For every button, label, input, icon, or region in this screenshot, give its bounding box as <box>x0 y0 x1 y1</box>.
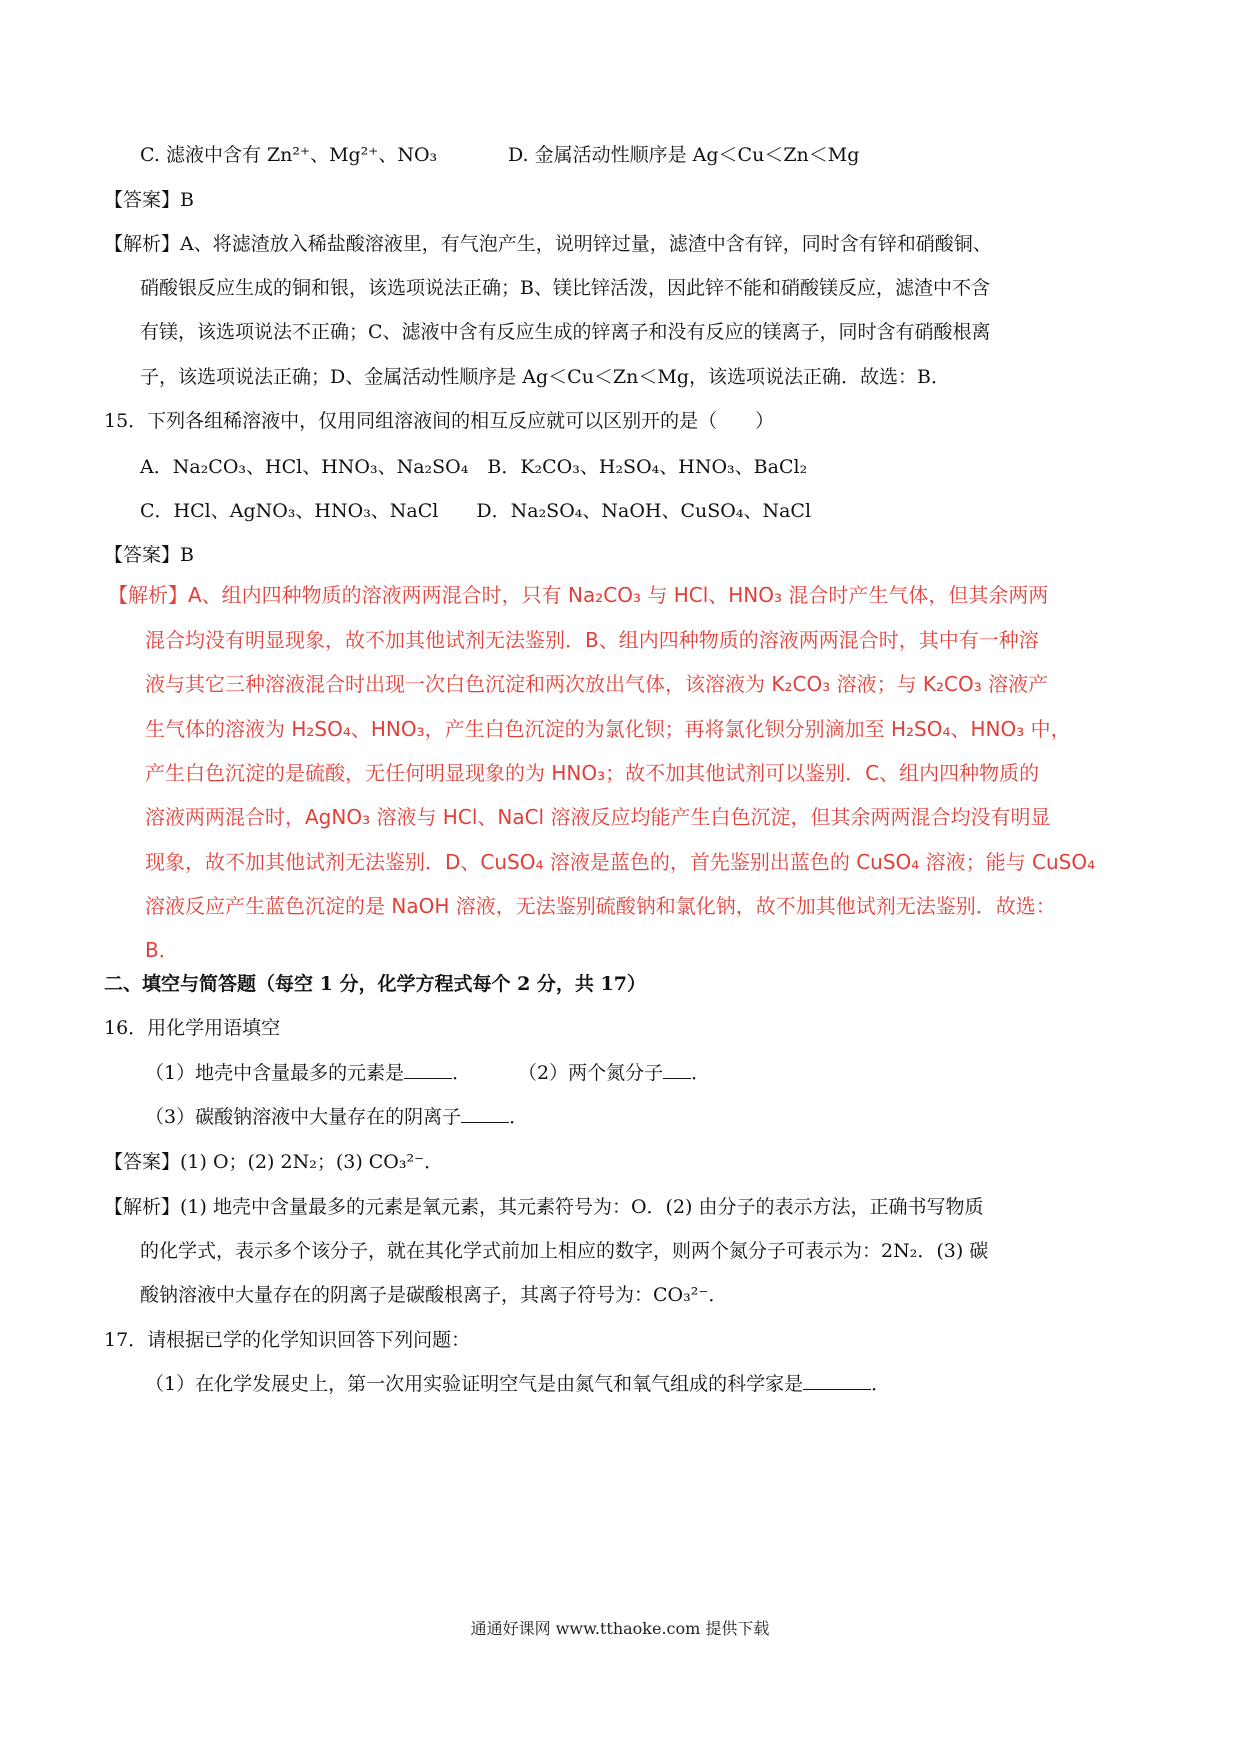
q15-explanation-line-1: 【解析】A、组内四种物质的溶液两两混合时，只有 Na₂CO₃ 与 HCl、HNO₃ 混合时产生气体，但其余两两 <box>108 583 1049 607</box>
q16-part-3-text: （3）碳酸钠溶液中大量存在的阴离子 <box>145 1106 462 1128</box>
q17-stem: 17．请根据已学的化学知识回答下列问题： <box>104 1329 471 1351</box>
q15-explanation-line-6: 溶液两两混合时，AgNO₃ 溶液与 HCl、NaCl 溶液反应均能产生白色沉淀，但其余两两混合均没有明显 <box>145 805 1051 829</box>
q16-explanation-line-3: 酸钠溶液中大量存在的阴离子是碳酸根离子，其离子符号为：CO₃²⁻． <box>140 1284 728 1306</box>
q16-blank-1[interactable] <box>404 1060 452 1079</box>
q16-answer: 【答案】(1) O；(2) 2N₂；(3) CO₃²⁻． <box>104 1151 444 1173</box>
q16-part-2 <box>518 1058 710 1088</box>
q16-explanation-line-1: 【解析】(1) 地壳中含量最多的元素是氧元素，其元素符号为：O．(2) 由分子的表示方法，正确书写物质 <box>104 1196 984 1218</box>
q15-answer: 【答案】B <box>104 544 194 566</box>
q16-stem: 16．用化学用语填空 <box>104 1017 281 1039</box>
q16-part-3-period: ． <box>509 1106 529 1128</box>
q14-explanation-line-1: 【解析】A、将滤渣放入稀盐酸溶液里，有气泡产生，说明锌过量，滤渣中含有锌，同时含有锌和硝酸铜、 <box>104 233 992 255</box>
q15-explanation-line-2: 混合均没有明显现象，故不加其他试剂无法鉴别．B、组内四种物质的溶液两两混合时，其中有一种溶 <box>145 628 1039 652</box>
q15-explanation-line-9: B． <box>145 938 179 962</box>
q14-explanation-line-2: 硝酸银反应生成的铜和银，该选项说法正确；B、镁比锌活泼，因此锌不能和硝酸镁反应，滤渣中不含 <box>140 277 990 299</box>
q17-part-1-text: （1）在化学发展史上，第一次用实验证明空气是由氮气和氧气组成的科学家是 <box>145 1373 804 1395</box>
q15-explanation-line-8: 溶液反应产生蓝色沉淀的是 NaOH 溶液，无法鉴别硫酸钠和氯化钠，故不加其他试剂无法鉴别．故选： <box>145 894 1056 918</box>
q16-blank-3[interactable] <box>461 1104 509 1123</box>
q15-explanation-line-3: 液与其它三种溶液混合时出现一次白色沉淀和两次放出气体，该溶液为 K₂CO₃ 溶液；与 K₂CO₃ 溶液产 <box>145 672 1049 696</box>
q16-blank-2[interactable] <box>663 1060 691 1079</box>
page-footer: 通通好课网 www.tthaoke.com 提供下载 <box>470 1619 770 1638</box>
q17-part-1-period: ． <box>871 1373 891 1395</box>
q16-part-1-text: （1）地壳中含量最多的元素是 <box>145 1062 405 1084</box>
section-heading: 二、填空与简答题（每空 1 分，化学方程式每个 2 分，共 17） <box>104 973 646 995</box>
q16-part-1-period: ． <box>452 1062 472 1084</box>
q15-options-cd: C．HCl、AgNO₃、HNO₃、NaCl D．Na₂SO₄、NaOH、CuSO₄、NaCl <box>140 500 812 522</box>
q14-explanation-line-4: 子，该选项说法正确；D、金属活动性顺序是 Ag＜Cu＜Zn＜Mg，该选项说法正确．故选：B． <box>140 366 950 388</box>
q17-blank-1[interactable] <box>803 1371 871 1390</box>
q15-explanation-line-5: 产生白色沉淀的是硫酸，无任何明显现象的为 HNO₃；故不加其他试剂可以鉴别．C、组内四种物质的 <box>145 761 1040 785</box>
q16-part-2-period: ． <box>691 1062 711 1084</box>
q14-option-c: C. 滤液中含有 Zn²⁺、Mg²⁺、NO₃ <box>140 144 438 166</box>
q14-option-d: D. 金属活动性顺序是 Ag＜Cu＜Zn＜Mg <box>508 144 860 166</box>
q17-part-1 <box>145 1369 890 1399</box>
q15-stem: 15．下列各组稀溶液中，仅用同组溶液间的相互反应就可以区别开的是（ ） <box>104 410 775 432</box>
q16-part-2-text: （2）两个氮分子 <box>518 1062 664 1084</box>
q15-explanation-line-7: 现象，故不加其他试剂无法鉴别．D、CuSO₄ 溶液是蓝色的，首先鉴别出蓝色的 CuSO₄ 溶液；能与 CuSO₄ <box>145 850 1096 874</box>
q16-part-1 <box>145 1058 471 1088</box>
q14-answer: 【答案】B <box>104 189 194 211</box>
q15-explanation-line-4: 生气体的溶液为 H₂SO₄、HNO₃，产生白色沉淀的为氯化钡；再将氯化钡分别滴加至 H₂SO₄、HNO₃ 中， <box>145 717 1071 741</box>
q15-options-ab: A．Na₂CO₃、HCl、HNO₃、Na₂SO₄ B．K₂CO₃、H₂SO₄、HNO₃、BaCl₂ <box>140 456 808 478</box>
q16-part-3 <box>145 1102 528 1132</box>
q14-explanation-line-3: 有镁，该选项说法不正确；C、滤液中含有反应生成的锌离子和没有反应的镁离子，同时含有硝酸根离 <box>140 321 991 343</box>
q16-explanation-line-2: 的化学式，表示多个该分子，就在其化学式前加上相应的数字，则两个氮分子可表示为：2N₂．(3) 碳 <box>140 1240 989 1262</box>
